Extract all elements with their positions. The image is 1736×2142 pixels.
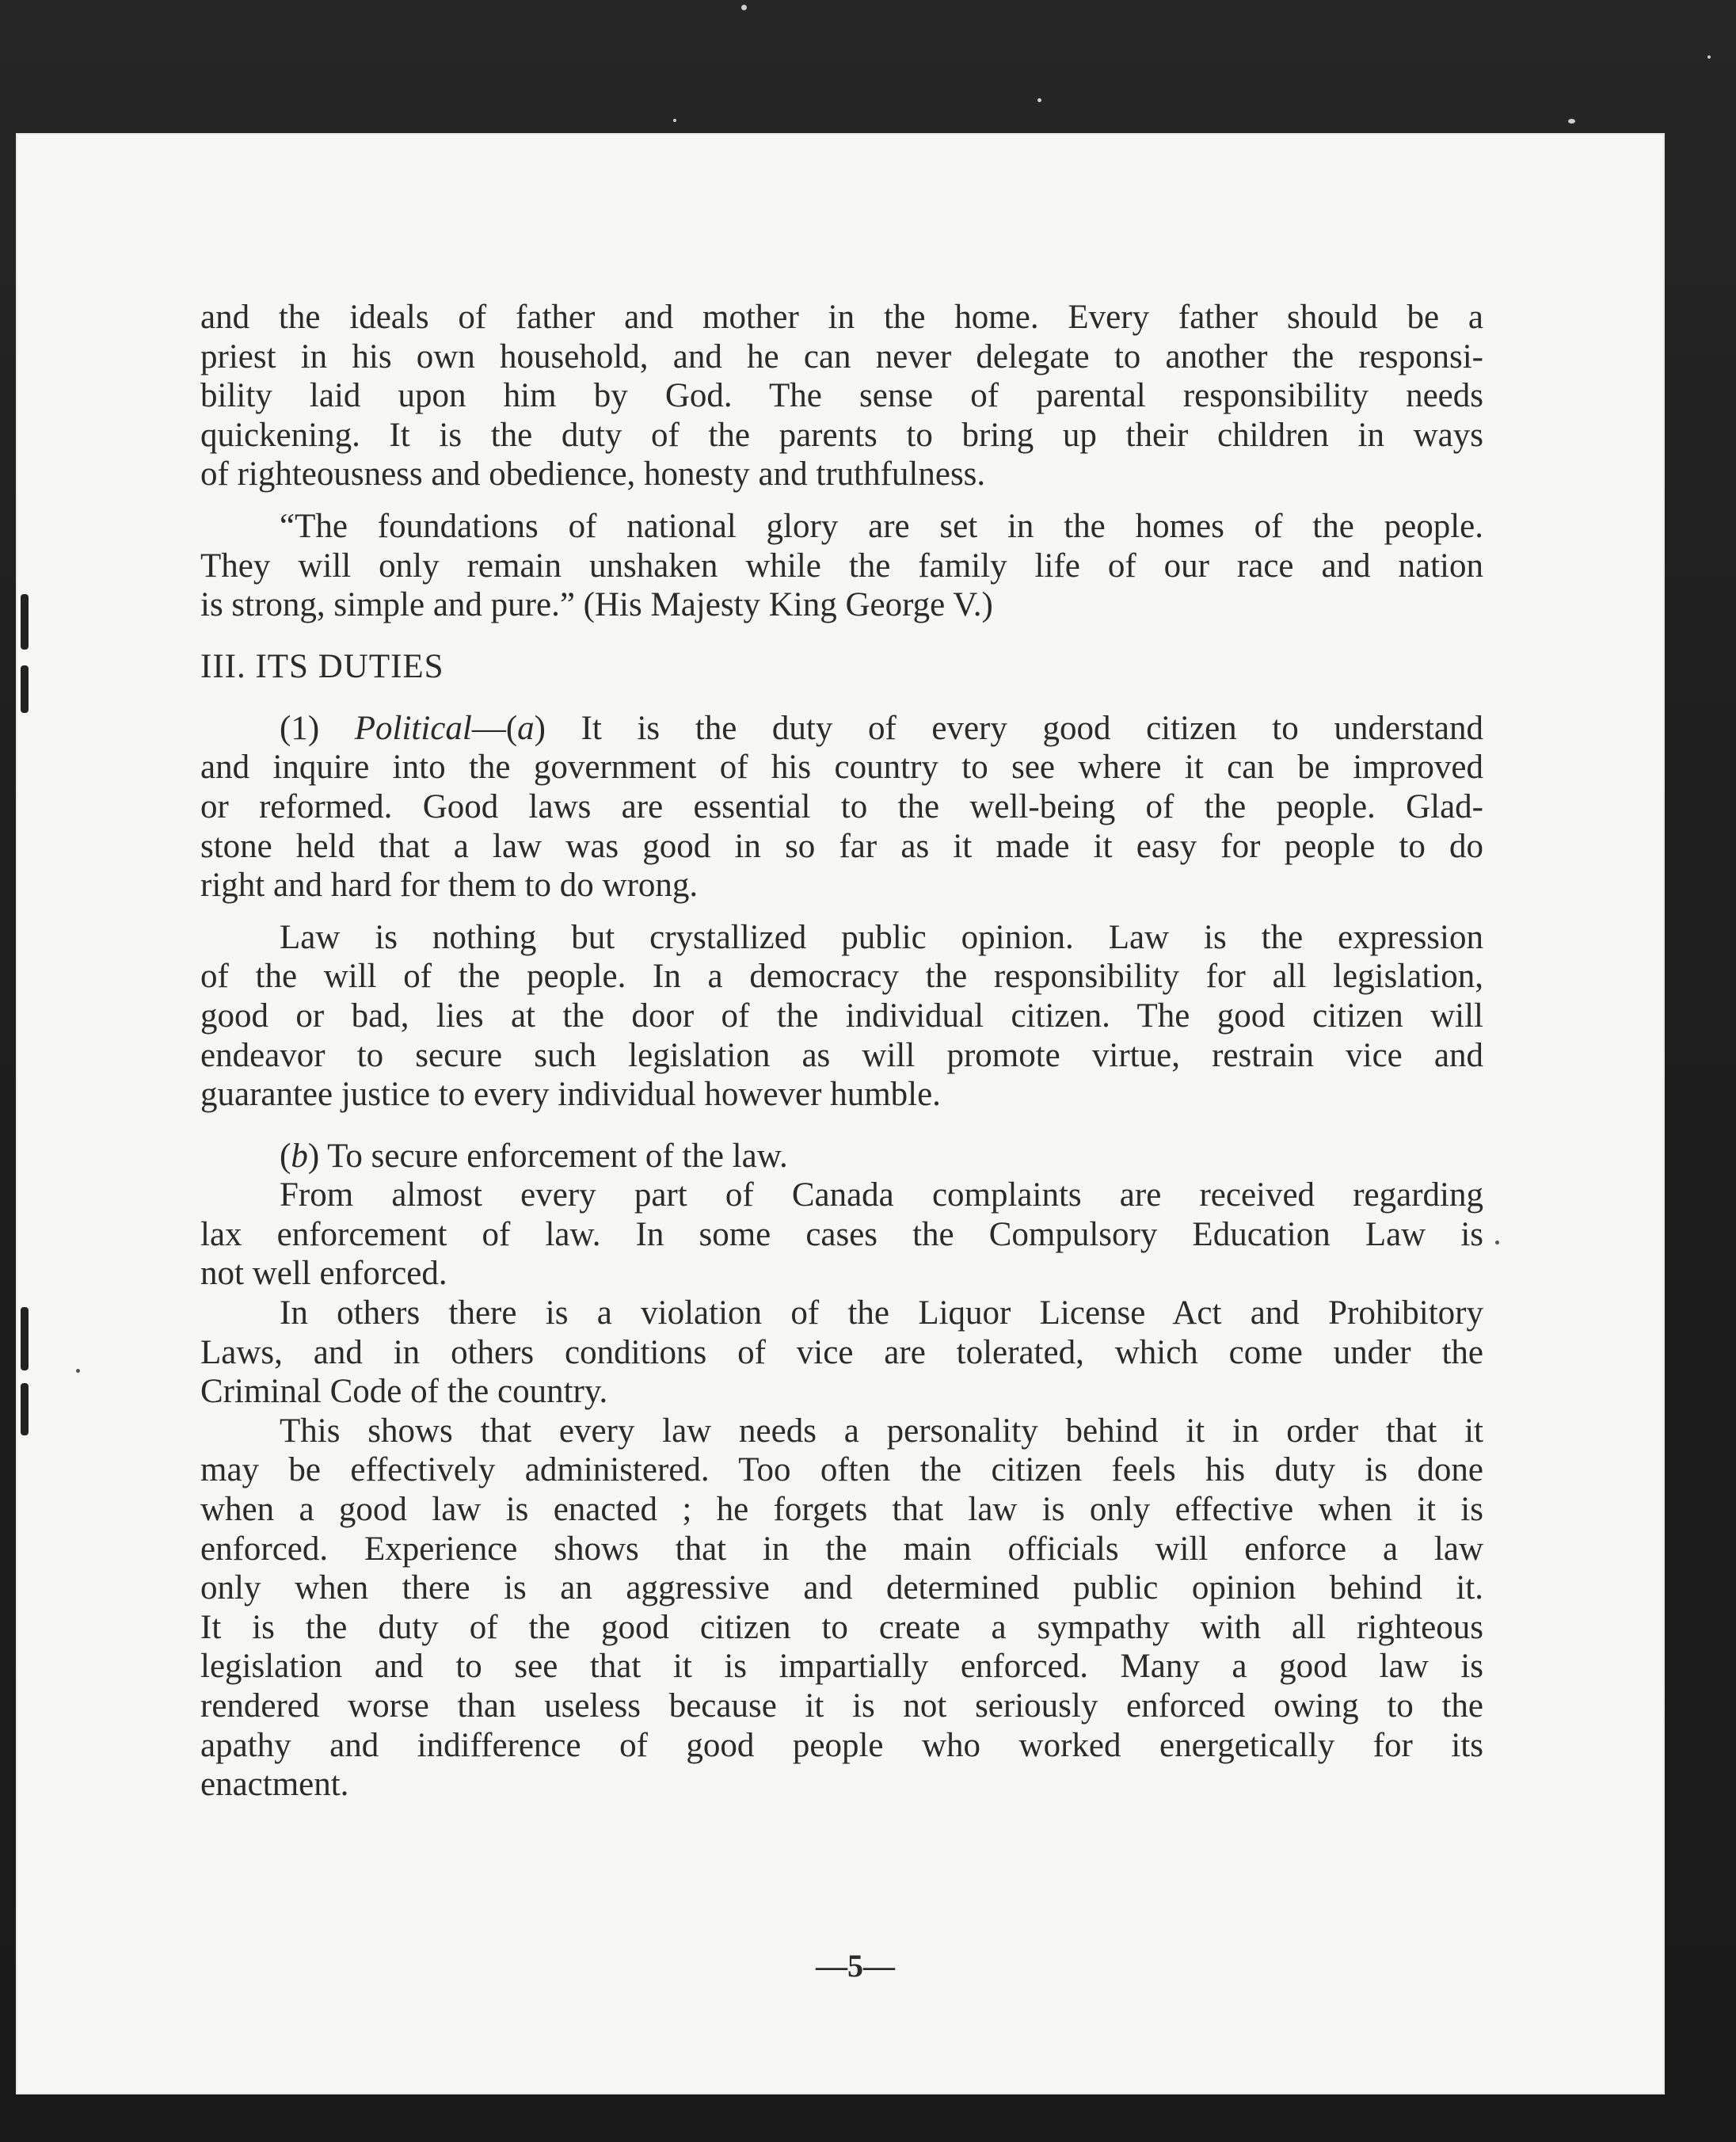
text-line: This shows that every law needs a personality behind it in order that it <box>280 1412 1483 1450</box>
paragraph-enforcement-heading <box>200 1137 1483 1176</box>
text-line: of the will of the people. In a democracy the responsibility for all legislation, <box>200 958 1483 996</box>
text-line: legislation and to see that it is impartially enforced. Many a good law is <box>200 1648 1483 1686</box>
text-line: In others there is a violation of the Liquor License Act and Prohibitory <box>280 1294 1483 1332</box>
binding-mark <box>21 1383 29 1435</box>
text-line: of righteousness and obedience, honesty and truthfulness. <box>200 455 986 494</box>
text-line: quickening. It is the duty of the parents to bring up their children in ways <box>200 416 1483 454</box>
text-line <box>200 709 1483 749</box>
text-line: may be effectively administered. Too often the citizen feels his duty is done <box>200 1451 1483 1489</box>
stray-mark <box>76 1369 80 1373</box>
paragraph-complaints <box>200 1176 1483 1294</box>
stray-mark <box>1495 1241 1499 1244</box>
text-line: enactment. <box>200 1766 349 1804</box>
text-line: not well enforced. <box>200 1255 447 1293</box>
item-dash: —( <box>471 709 518 747</box>
page-text <box>200 298 1483 1805</box>
paragraph-personality <box>200 1412 1483 1805</box>
item-close: ) <box>534 709 546 747</box>
text-line: is strong, simple and pure.” (His Majesty King George V.) <box>200 586 993 624</box>
text-line: Criminal Code of the country. <box>200 1373 608 1411</box>
text-line: Laws, and in others conditions of vice are tolerated, which come under the <box>200 1333 1483 1371</box>
text-line: bility laid upon him by God. The sense of parental responsibility needs <box>200 377 1483 415</box>
section-heading: III. ITS DUTIES <box>200 647 444 685</box>
paragraph-law-opinion <box>200 918 1483 1115</box>
text-line: It is the duty of the good citizen to create a sympathy with all righteous <box>200 1608 1483 1646</box>
item-letter: b <box>291 1137 308 1175</box>
binding-mark <box>21 594 29 650</box>
item-letter: a <box>517 709 535 747</box>
text-line: They will only remain unshaken while the family life of our race and nation <box>200 547 1483 585</box>
text-line: guarantee justice to every individual however humble. <box>200 1076 941 1114</box>
document-page <box>16 133 1665 2094</box>
text-line: or reformed. Good laws are essential to the well-being of the people. Glad- <box>200 787 1483 825</box>
text-line: when a good law is enacted ; he forgets that law is only effective when it is <box>200 1491 1483 1529</box>
dust-speck <box>1707 55 1711 59</box>
text-line: right and hard for them to do wrong. <box>200 867 699 905</box>
text-line: rendered worse than useless because it is not seriously enforced owing to the <box>200 1687 1483 1725</box>
text-line <box>200 1137 1483 1176</box>
text-line: stone held that a law was good in so far as it made it easy for people to do <box>200 827 1483 865</box>
dust-speck <box>673 119 676 122</box>
text-run: ) To secure enforcement of the law. <box>307 1137 788 1175</box>
dust-speck <box>741 5 747 10</box>
binding-mark <box>21 665 29 713</box>
item-open: ( <box>280 1137 291 1175</box>
paragraph-violations <box>200 1294 1483 1412</box>
dust-speck <box>1568 119 1575 124</box>
text-line: “The foundations of national glory are set in the homes of the people. <box>280 507 1483 545</box>
text-line: good or bad, lies at the door of the individual citizen. The good citizen will <box>200 997 1483 1035</box>
dust-speck <box>1037 98 1041 102</box>
text-line: Law is nothing but crystallized public opinion. Law is the expression <box>280 918 1483 956</box>
text-line: enforced. Experience shows that in the main officials will enforce a law <box>200 1530 1483 1568</box>
text-run: It is the duty of every good citizen to understand <box>546 709 1484 747</box>
page-number: —5— <box>816 1948 895 1984</box>
paragraph-home-ideals <box>200 298 1483 494</box>
text-line: apathy and indifference of good people who worked energetically for its <box>200 1726 1483 1764</box>
item-title: Political <box>354 709 472 747</box>
text-line: only when there is an aggressive and determined public opinion behind it. <box>200 1569 1483 1607</box>
text-line: priest in his own household, and he can never delegate to another the responsi- <box>200 337 1483 375</box>
item-number: (1) <box>280 709 355 747</box>
text-line: and the ideals of father and mother in the home. Every father should be a <box>200 299 1483 336</box>
text-line: From almost every part of Canada complaints are received regarding <box>280 1176 1483 1214</box>
paragraph-political-duty <box>200 709 1483 905</box>
text-line: and inquire into the government of his country to see where it can be improved <box>200 749 1483 787</box>
paragraph-king-quote <box>200 507 1483 625</box>
text-line: lax enforcement of law. In some cases the Compulsory Education Law is <box>200 1215 1483 1253</box>
binding-mark <box>21 1307 29 1370</box>
text-line: endeavor to secure such legislation as will promote virtue, restrain vice and <box>200 1036 1483 1074</box>
